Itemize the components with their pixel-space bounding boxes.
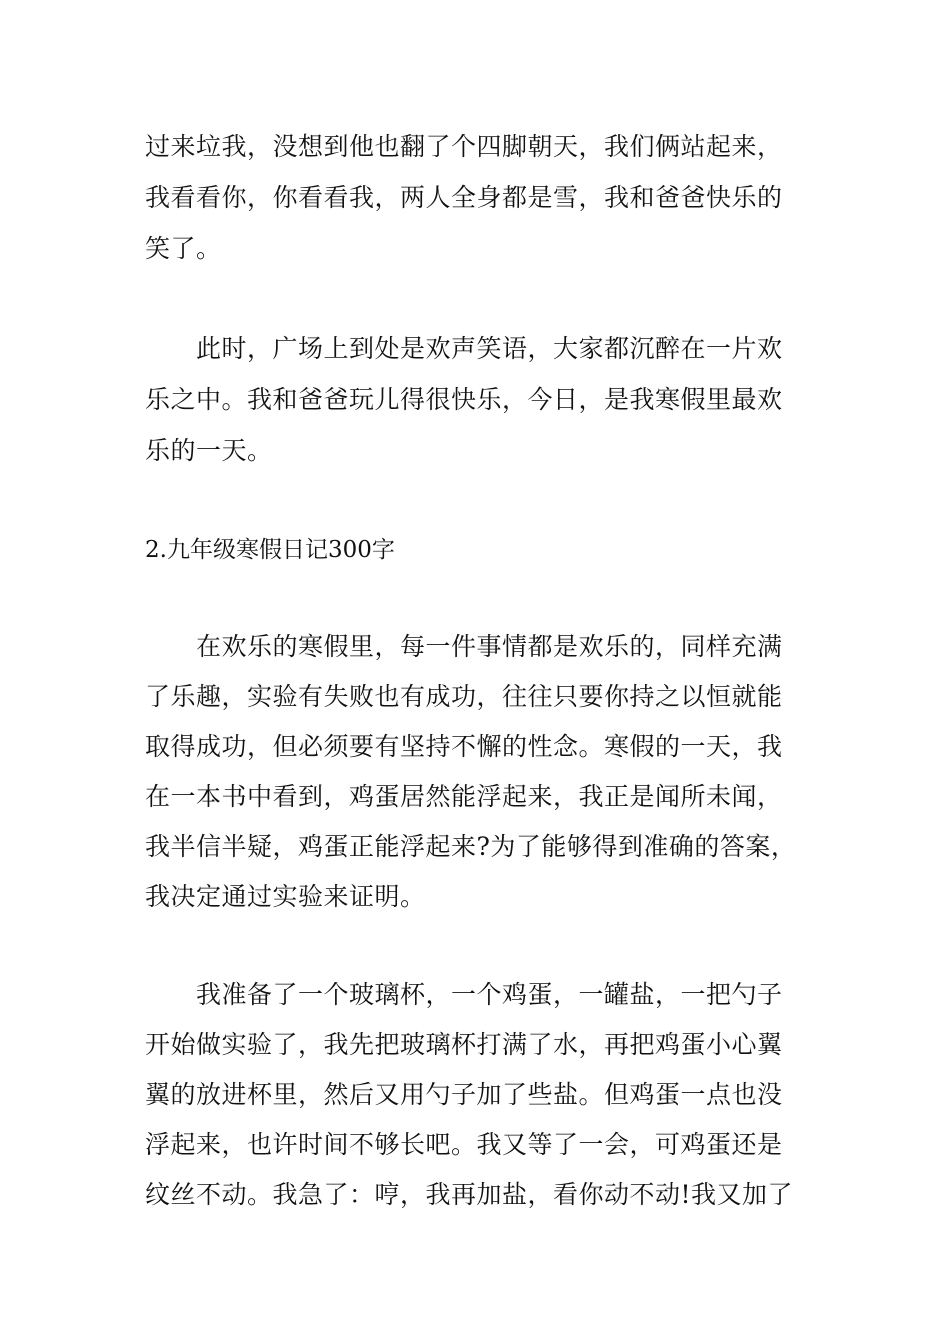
text-line: 翼的放进杯里，然后又用勺子加了些盐。但鸡蛋一点也没 bbox=[145, 1080, 783, 1109]
text-line: 了乐趣，实验有失败也有成功，往往只要你持之以恒就能 bbox=[145, 682, 783, 711]
text-line: 在一本书中看到，鸡蛋居然能浮起来，我正是闻所未闻， bbox=[145, 782, 783, 811]
text-line: 取得成功，但必须要有坚持不懈的性念。寒假的一天，我 bbox=[145, 732, 783, 761]
text-line: 开始做实验了，我先把玻璃杯打满了水，再把鸡蛋小心翼 bbox=[145, 1030, 783, 1059]
text-line: 此时，广场上到处是欢声笑语，大家都沉醉在一片欢 bbox=[145, 334, 783, 363]
text-line: 浮起来，也许时间不够长吧。我又等了一会，可鸡蛋还是 bbox=[145, 1130, 783, 1159]
text-line: 我看看你，你看看我，两人全身都是雪，我和爸爸快乐的 bbox=[145, 183, 783, 212]
text-line: 过来垃我，没想到他也翻了个四脚朝天，我们俩站起来， bbox=[145, 132, 783, 161]
text-line: 笑了。 bbox=[145, 234, 222, 263]
text-line: 乐的一天。 bbox=[145, 436, 273, 465]
text-line: 我准备了一个玻璃杯，一个鸡蛋，一罐盐，一把勺子 bbox=[145, 980, 783, 1009]
section-heading: 2.九年级寒假日记300字 bbox=[145, 537, 395, 563]
text-line: 乐之中。我和爸爸玩儿得很快乐，今日，是我寒假里最欢 bbox=[145, 385, 783, 414]
text-line: 我半信半疑，鸡蛋正能浮起来?为了能够得到准确的答案， bbox=[145, 832, 797, 861]
text-line: 在欢乐的寒假里，每一件事情都是欢乐的，同样充满 bbox=[145, 632, 783, 661]
text-line: 我决定通过实验来证明。 bbox=[145, 882, 426, 911]
text-line: 纹丝不动。我急了：哼，我再加盐，看你动不动!我又加了 bbox=[145, 1180, 794, 1209]
